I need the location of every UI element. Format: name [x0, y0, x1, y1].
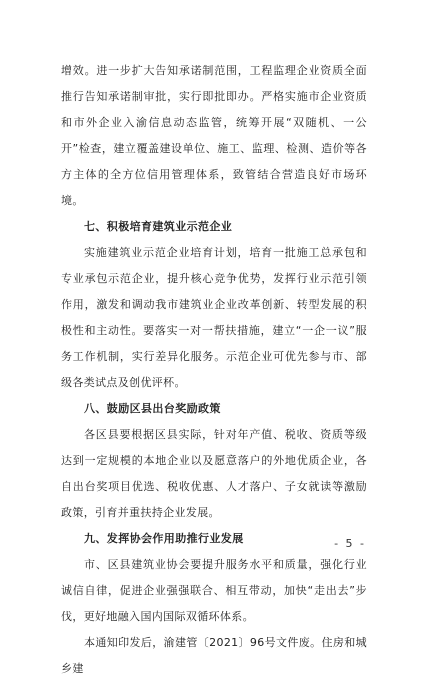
section-heading-8: 八、鼓励区县出台奖励政策 — [84, 402, 221, 415]
section-heading-9: 九、发挥协会作用助推行业发展 — [84, 532, 244, 545]
page-number: - 5 - — [334, 537, 366, 550]
section-heading-7: 七、积极培育建筑业示范企业 — [84, 220, 233, 233]
continuation-paragraph: 增效。进一步扩大告知承诺制范围，工程监理企业资质全面推行告知承诺制审批，实行即批即办。严格实施市企业资质和市外企业入渝信息动态监管，统筹开展“双随机、一公开”检查，建立覆盖建设单位、施工、监理、检测、造价等各方主体的全方位信用管理体系，致管结合营造良好市场环境。 — [61, 64, 367, 207]
section-7-paragraph: 实施建筑业示范企业培育计划，培育一批施工总承包和专业承包示范企业，提升核心竞争优势，发挥行业示范引领作用，激发和调动我市建筑业企业改革创新、转型发展的积极性和主动性。要落实一对一帮扶措施，建立“一企一议”服务工作机制，实行差异化服务。示范企业可优先参与市、部级各类试点及创优评杯。 — [61, 246, 367, 389]
section-9-paragraph: 市、区县建筑业协会要提升服务水平和质量，强化行业诚信自律，促进企业强强联合、相互带动，加快“走出去”步伐，更好地融入国内国际双循环体系。 — [61, 558, 367, 623]
document-body — [61, 58, 367, 682]
section-8-paragraph: 各区县要根据区县实际，针对年产值、税收、资质等级达到一定规模的本地企业以及愿意落户的外地优质企业，各自出台奖项目优选、税收优惠、人才落户、子女就读等激励政策，引育并重扶持企业发展。 — [61, 428, 367, 519]
closing-paragraph: 本通知印发后，渝建管〔2021〕96号文件废。住房和城乡建 — [61, 636, 367, 675]
